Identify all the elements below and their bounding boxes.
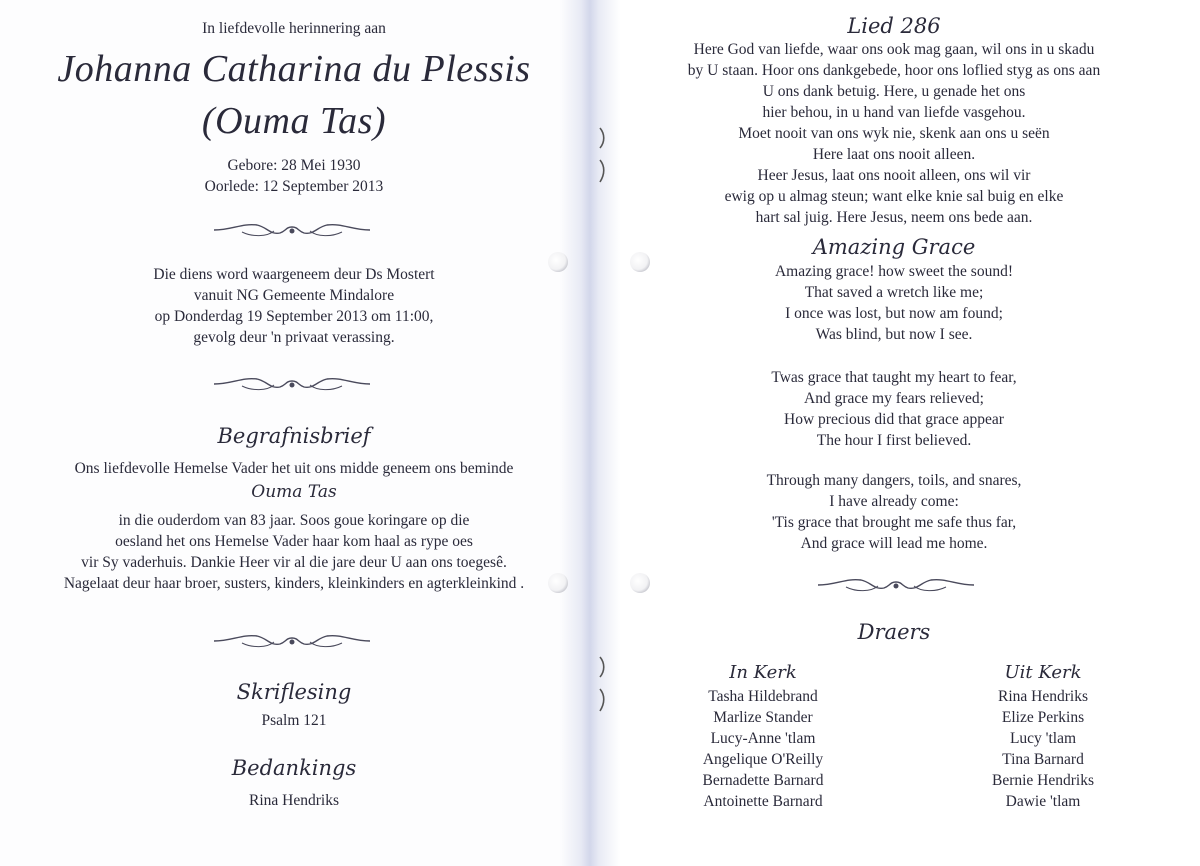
bearer-name: Elize Perkins — [1001, 709, 1085, 726]
bearer-name: Bernadette Barnard — [702, 772, 824, 789]
binder-hole-icon — [630, 573, 650, 593]
bearer-name: Marlize Stander — [713, 709, 813, 726]
obituary-text — [0, 510, 588, 594]
song-line: Moet nooit van ons wyk nie, skenk aan ons u seën — [738, 125, 1050, 142]
obituary-line: oesland het ons Hemelse Vader haar kom haal as rype oes — [115, 533, 473, 550]
service-line: vanuit NG Gemeente Mindalore — [193, 287, 395, 304]
hymn-line: Through many dangers, toils, and snares, — [766, 472, 1022, 489]
right-page — [588, 0, 1200, 866]
service-details — [0, 264, 588, 348]
hymn-line: 'Tis grace that brought me safe thus far, — [771, 514, 1017, 531]
born-date: Gebore: 28 Mei 1930 — [227, 157, 361, 174]
hymn-line: Twas grace that taught my heart to fear, — [771, 369, 1017, 386]
hymn-line: Was blind, but now I see. — [815, 326, 973, 343]
out-church-heading: Uit Kerk — [1004, 662, 1082, 683]
obituary-name: Ouma Tas — [251, 482, 337, 502]
ornament-divider-icon — [816, 574, 976, 596]
binder-ring-mark-icon — [596, 655, 608, 715]
service-line: op Donderdag 19 September 2013 om 11:00, — [154, 308, 434, 325]
obituary-line: in die ouderdom van 83 jaar. Soos goue koringare op die — [118, 512, 470, 529]
obituary-intro: Ons liefdevolle Hemelse Vader het uit ons midde geneem ons beminde — [74, 460, 514, 477]
hymn-line: That saved a wretch like me; — [804, 284, 984, 301]
song-line: Here laat ons nooit alleen. — [812, 146, 976, 163]
out-church-column — [943, 660, 1143, 812]
hymn-line: The hour I first believed. — [816, 432, 972, 449]
service-line: gevolg deur 'n privaat verassing. — [193, 329, 395, 346]
in-church-column — [663, 660, 863, 812]
binder-hole-icon — [548, 573, 568, 593]
song-text — [588, 39, 1200, 228]
bearer-name: Tasha Hildebrand — [708, 688, 818, 705]
hymn-line: I once was lost, but now am found; — [785, 305, 1003, 322]
bearer-name: Dawie 'tlam — [1005, 793, 1081, 810]
song-line: ewig op u almag steun; want elke knie sal buig en elke — [724, 188, 1064, 205]
bearer-name: Rina Hendriks — [998, 688, 1088, 705]
hymn-verse-1 — [588, 261, 1200, 345]
hymn-verse-2 — [588, 367, 1200, 451]
song-heading: Lied 286 — [847, 14, 941, 38]
scripture-reference: Psalm 121 — [261, 712, 327, 729]
bearer-name: Antoinette Barnard — [703, 793, 823, 810]
deceased-name: Johanna Catharina du Plessis — [57, 48, 531, 90]
obituary-line: vir Sy vaderhuis. Dankie Heer vir al die jare deur U aan ons toegesê. — [81, 554, 507, 571]
hymn-line: Amazing grace! how sweet the sound! — [774, 263, 1014, 280]
bearers-heading: Draers — [857, 620, 931, 644]
song-line: U ons dank betuig. Here, u genade het ons — [762, 83, 1026, 100]
song-line: Heer Jesus, laat ons nooit alleen, ons wil vir — [757, 167, 1031, 184]
binder-hole-icon — [548, 252, 568, 272]
in-church-heading: In Kerk — [729, 662, 797, 683]
left-page — [0, 0, 588, 866]
hymn-line: And grace will lead me home. — [800, 535, 988, 552]
song-line: hart sal juig. Here Jesus, neem ons bede aan. — [755, 209, 1033, 226]
hymn-line: And grace my fears relieved; — [804, 390, 984, 407]
deceased-nickname: (Ouma Tas) — [201, 100, 387, 142]
obituary-heading: Begrafnisbrief — [217, 424, 371, 448]
bearer-name: Bernie Hendriks — [991, 772, 1094, 789]
song-line: Here God van liefde, waar ons ook mag gaan, wil ons in u skadu — [693, 41, 1095, 58]
thanks-heading: Bedankings — [231, 756, 357, 780]
obituary-line: Nagelaat deur haar broer, susters, kinders, kleinkinders en agterkleinkind . — [63, 575, 525, 592]
ornament-divider-icon — [212, 630, 372, 652]
died-date: Oorlede: 12 September 2013 — [204, 178, 384, 195]
thanks-name: Rina Hendriks — [249, 792, 339, 809]
page-fold — [560, 0, 620, 866]
bearer-name: Tina Barnard — [1002, 751, 1084, 768]
binder-hole-icon — [630, 252, 650, 272]
bearer-name: Lucy-Anne 'tlam — [710, 730, 816, 747]
hymn-verse-3 — [588, 470, 1200, 554]
song-line: by U staan. Hoor ons dankgebede, hoor ons loflied styg as ons aan — [687, 62, 1101, 79]
bearer-name: Angelique O'Reilly — [702, 751, 824, 768]
ornament-divider-icon — [212, 219, 372, 241]
hymn-line: I have already come: — [829, 493, 959, 510]
binder-ring-mark-icon — [596, 126, 608, 186]
intro-text: In liefdevolle herinnering aan — [202, 20, 386, 37]
song-line: hier behou, in u hand van liefde vasgehou. — [762, 104, 1026, 121]
bearer-name: Lucy 'tlam — [1009, 730, 1077, 747]
hymn-line: How precious did that grace appear — [784, 411, 1004, 428]
service-line: Die diens word waargeneem deur Ds Mostert — [153, 266, 435, 283]
scripture-heading: Skriflesing — [236, 680, 352, 704]
ornament-divider-icon — [212, 373, 372, 395]
hymn-heading: Amazing Grace — [812, 235, 976, 259]
